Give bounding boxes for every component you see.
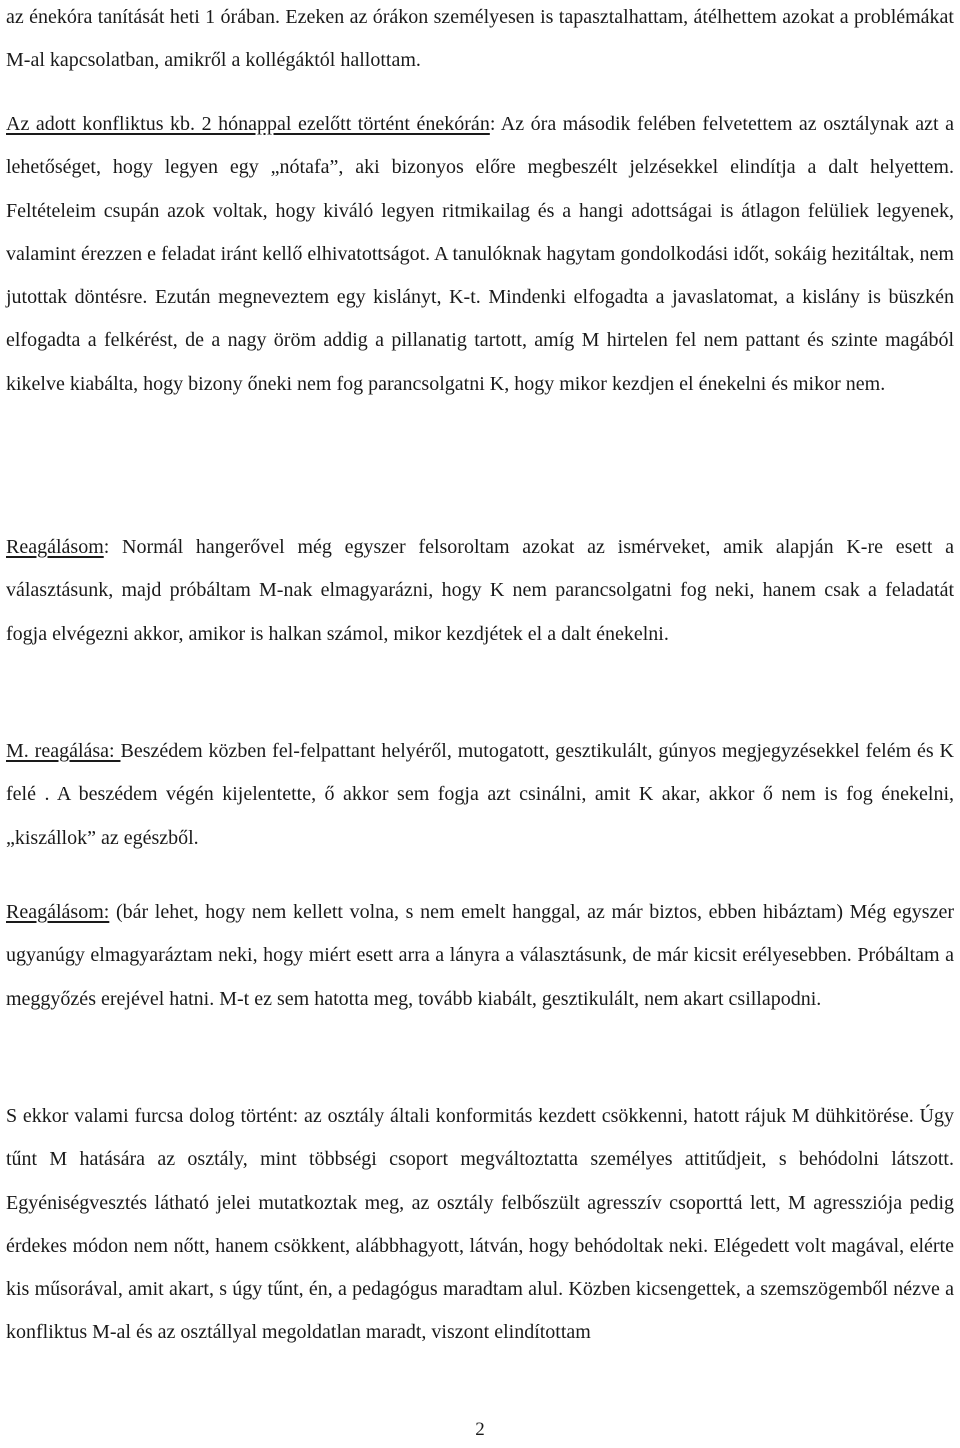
paragraph-my-reaction-2 bbox=[6, 891, 954, 1021]
paragraph-intro-text: az énekóra tanítását heti 1 órában. Ezeken az órákon személyesen is tapasztalhattam, átélhettem azokat a problémákat M-al kapcsolatban, amikről a kollégáktól hallottam. bbox=[6, 6, 954, 72]
conflict-heading: Az adott konfliktus kb. 2 hónappal ezelőtt történt énekórán bbox=[6, 113, 490, 135]
m-reaction-heading: M. reagálása: bbox=[6, 740, 121, 762]
paragraph-outcome bbox=[6, 1095, 954, 1355]
paragraph-outcome-text: S ekkor valami furcsa dolog történt: az osztály általi konformitás kezdett csökkenni, hatott rájuk M dühkitörése. Úgy tűnt M hatására az osztály, mint többségi csoport megváltoztatta személyes attitűdjeit, s behódolni látszott. Egyéniségvesztés látható jelei mutatkoztak meg, az osztály felbőszült agresszív csoporttá lett, M agressziója pedig érdekes módon nem nőtt, hanem csökkent, alábbhagyott, látván, hogy behódoltak neki. Elégedett volt magával, elérte kis műsorával, amit akart, s úgy tűnt, én, a pedagógus maradtam alul. Közben kicsengettek, a szemszögemből nézve a konfliktus M-al és az osztállyal megoldatlan maradt, viszont elindítottam bbox=[6, 1105, 954, 1344]
paragraph-my-reaction-1 bbox=[6, 526, 954, 656]
paragraph-my-reaction-1-text: : Normál hangerővel még egyszer felsoroltam azokat az ismérveket, amik alapján K-re esett a választásunk, majd próbáltam M-nak elmagyarázni, hogy K nem parancsolgatni fog neki, hanem csak a feladatát fogja elvégezni akkor, amikor is halkan számol, mikor kezdjétek el a dalt énekelni. bbox=[6, 536, 954, 645]
my-reaction-1-heading: Reagálásom bbox=[6, 536, 104, 558]
paragraph-m-reaction bbox=[6, 730, 954, 860]
paragraph-conflict bbox=[6, 103, 954, 406]
paragraph-intro bbox=[6, 0, 954, 83]
paragraph-conflict-text: : Az óra második felében felvetettem az osztálynak azt a lehetőséget, hogy legyen egy „nótafa”, aki bizonyos előre megbeszélt jelzésekkel elindítja a dalt helyettem. Feltételeim csupán azok voltak, hogy kiváló legyen ritmikailag és a hangi adottságai is átlagon felüliek legyenek, valamint érezzen e feladat iránt kellő elhivatottságot. A tanulóknak hagytam gondolkodási időt, sokáig hezitáltak, nem jutottak döntésre. Ezután megneveztem egy kislányt, K-t. Mindenki elfogadta a javaslatomat, a kislány is büszkén elfogadta a felkérést, de a nagy öröm addig a pillanatig tartott, amíg M hirtelen fel nem pattant és szinte magából kikelve kiabálta, hogy bizony őneki nem fog parancsolgatni K, hogy mikor kezdjen el énekelni és mikor nem. bbox=[6, 113, 954, 395]
my-reaction-2-heading: Reagálásom: bbox=[6, 901, 110, 923]
page-number: 2 bbox=[475, 1419, 485, 1440]
paragraph-my-reaction-2-text: (bár lehet, hogy nem kellett volna, s nem emelt hanggal, az már biztos, ebben hibáztam) Még egyszer ugyanúgy elmagyaráztam neki, hogy miért esett arra a lányra a választásunk, de már kicsit erélyesebben. Próbáltam a meggyőzés erejével hatni. M-t ez sem hatotta meg, tovább kiabált, gesztikulált, nem akart csillapodni. bbox=[6, 901, 954, 1010]
paragraph-m-reaction-text: Beszédem közben fel-felpattant helyéről, mutogatott, gesztikulált, gúnyos megjegyzésekkel felém és K felé . A beszédem végén kijelentette, ő akkor sem fogja azt csinálni, amit K akar, akkor ő nem is fog énekelni, „kiszállok” az egészből. bbox=[6, 740, 954, 849]
